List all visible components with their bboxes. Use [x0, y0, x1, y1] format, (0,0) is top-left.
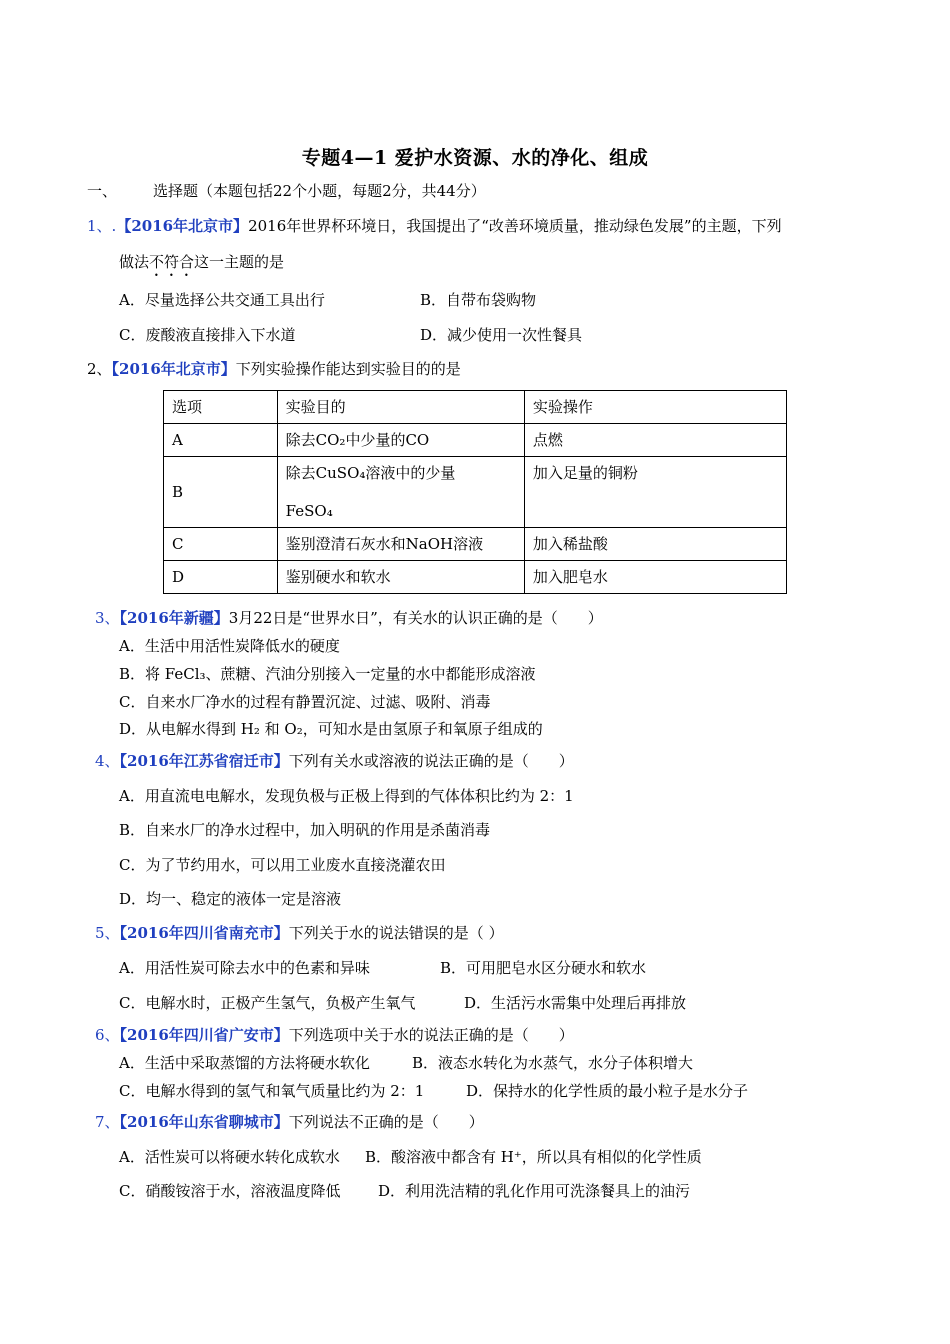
- question-source: 【2016年山东省聊城市】: [119, 1113, 289, 1131]
- option-b: B．酸溶液中都含有 H⁺，所以具有相似的化学性质: [365, 1148, 702, 1166]
- table-header: 实验目的: [277, 391, 524, 424]
- question-1-stem-cont: [119, 252, 284, 280]
- question-7: [95, 1112, 484, 1132]
- option-c: C．电解水时，正极产生氢气，负极产生氧气: [119, 994, 416, 1012]
- option-a: A．活性炭可以将硬水转化成软水: [119, 1148, 340, 1166]
- question-number: 7、: [95, 1113, 120, 1131]
- option-d: D．减少使用一次性餐具: [420, 326, 583, 344]
- table-cell: 加入足量的铜粉: [524, 457, 786, 528]
- question-source: 【2016年四川省南充市】: [119, 924, 289, 942]
- option-c: C．硝酸铵溶于水，溶液温度降低: [119, 1182, 341, 1200]
- table-header-row: [164, 391, 787, 424]
- table-cell: B: [164, 457, 278, 528]
- stem-text: 做法: [119, 253, 150, 271]
- option-b: B．液态水转化为水蒸气，水分子体积增大: [412, 1054, 694, 1072]
- option-a: A．用活性炭可除去水中的色素和异味: [119, 959, 370, 977]
- question-source: 【2016年北京市】: [111, 360, 236, 378]
- question-number: 5、: [95, 924, 120, 942]
- option-c: C．电解水得到的氢气和氧气质量比约为 2：1: [119, 1082, 425, 1100]
- question-2: [87, 359, 461, 379]
- option-a: A．生活中采取蒸馏的方法将硬水软化: [119, 1054, 370, 1072]
- question-number: 2、: [87, 360, 112, 378]
- question-number: 3、: [95, 609, 120, 627]
- option-d: D．利用洗洁精的乳化作用可洗涤餐具上的油污: [378, 1182, 691, 1200]
- option-c: C．自来水厂净水的过程有静置沉淀、过滤、吸附、消毒: [119, 693, 491, 711]
- question-source: 【2016年江苏省宿迁市】: [119, 752, 289, 770]
- question-number: 1、.: [87, 217, 117, 235]
- table-cell: 点燃: [524, 424, 786, 457]
- question-stem: 下列关于水的说法错误的是（ ）: [288, 924, 504, 942]
- question-6: [95, 1025, 574, 1045]
- table-row: [164, 561, 787, 594]
- table-cell: [277, 457, 524, 528]
- question-number: 6、: [95, 1026, 120, 1044]
- table-cell: A: [164, 424, 278, 457]
- question-4: [95, 751, 574, 771]
- page-title: 专题4—1 爱护水资源、水的净化、组成: [301, 147, 649, 169]
- question-1: [87, 216, 782, 236]
- table-cell: 加入肥皂水: [524, 561, 786, 594]
- table-cell: C: [164, 528, 278, 561]
- table-cell: 鉴别硬水和软水: [277, 561, 524, 594]
- cell-line: FeSO₄: [285, 502, 333, 520]
- section-marker: 一、: [87, 182, 118, 200]
- table-cell: 加入稀盐酸: [524, 528, 786, 561]
- question-source: 【2016年北京市】: [116, 217, 249, 235]
- option-b: B．自来水厂的净水过程中，加入明矾的作用是杀菌消毒: [119, 821, 491, 839]
- table-cell: D: [164, 561, 278, 594]
- table-cell: 除去CO₂中少量的CO: [277, 424, 524, 457]
- experiment-table: [163, 390, 787, 594]
- question-source: 【2016年四川省广安市】: [119, 1026, 289, 1044]
- question-stem: 下列有关水或溶液的说法正确的是（ ）: [288, 752, 574, 770]
- table-header: 选项: [164, 391, 278, 424]
- option-a: A．用直流电电解水，发现负极与正极上得到的气体体积比约为 2：1: [119, 787, 574, 805]
- question-stem: 下列实验操作能达到实验目的的是: [235, 360, 461, 378]
- option-b: B．将 FeCl₃、蔗糖、汽油分别接入一定量的水中都能形成溶液: [119, 665, 536, 683]
- question-number: 4、: [95, 752, 120, 770]
- option-d: D．保持水的化学性质的最小粒子是水分子: [466, 1082, 749, 1100]
- table-header: 实验操作: [524, 391, 786, 424]
- question-stem: 2016年世界杯环境日，我国提出了“改善环境质量，推动绿色发展”的主题，下列: [248, 217, 782, 235]
- question-stem: 3月22日是“世界水日”，有关水的认识正确的是（ ）: [228, 609, 603, 627]
- option-c: C．为了节约用水，可以用工业废水直接浇灌农田: [119, 856, 446, 874]
- question-source: 【2016年新疆】: [119, 609, 229, 627]
- question-stem: 下列选项中关于水的说法正确的是（ ）: [288, 1026, 574, 1044]
- table-row: [164, 528, 787, 561]
- section-heading: 选择题（本题包括22个小题，每题2分，共44分）: [153, 182, 486, 200]
- table-row: [164, 424, 787, 457]
- option-b: B．自带布袋购物: [420, 291, 537, 309]
- stem-text: 这一主题的是: [194, 253, 285, 271]
- table-row: [164, 457, 787, 528]
- option-b: B．可用肥皂水区分硬水和软水: [440, 959, 647, 977]
- cell-line: 除去CuSO₄溶液中的少量: [285, 464, 456, 482]
- option-d: D．生活污水需集中处理后再排放: [464, 994, 687, 1012]
- option-a: A．尽量选择公共交通工具出行: [119, 291, 325, 309]
- option-a: A．生活中用活性炭降低水的硬度: [119, 637, 340, 655]
- question-5: [95, 923, 504, 943]
- option-d: D．均一、稳定的液体一定是溶液: [119, 890, 342, 908]
- table-cell: 鉴别澄清石灰水和NaOH溶液: [277, 528, 524, 561]
- question-3: [95, 608, 603, 628]
- option-c: C．废酸液直接排入下水道: [119, 326, 296, 344]
- emphasis-text: 不符合: [149, 253, 195, 271]
- option-d: D．从电解水得到 H₂ 和 O₂，可知水是由氢原子和氧原子组成的: [119, 720, 543, 738]
- question-stem: 下列说法不正确的是（ ）: [288, 1113, 484, 1131]
